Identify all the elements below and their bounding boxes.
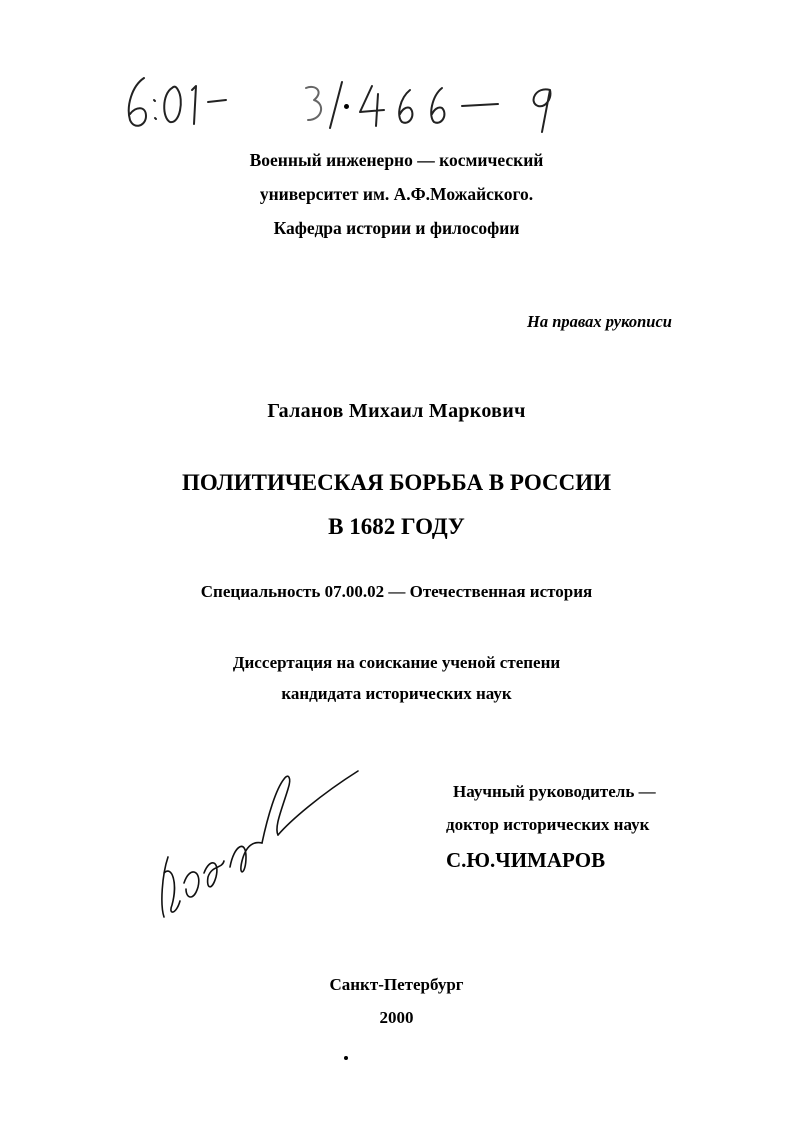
author-name: Галанов Михаил Маркович xyxy=(267,400,526,422)
city: Санкт-Петербург xyxy=(329,975,464,994)
year: 2000 xyxy=(379,1008,414,1027)
thesis-title-line-2: В 1682 ГОДУ xyxy=(328,514,465,539)
supervisor-degree: доктор исторических наук xyxy=(446,815,650,834)
degree-line-1: Диссертация на соискание ученой степени xyxy=(232,653,561,672)
supervisor-name: С.Ю.ЧИМАРОВ xyxy=(446,848,606,872)
archive-mark-handwriting xyxy=(110,60,570,140)
specialty-line: Специальность 07.00.02 — Отечественная история xyxy=(200,582,593,601)
ink-dot xyxy=(344,1056,348,1060)
department-line: Кафедра истории и философии xyxy=(273,218,520,238)
institution-line-2: университет им. А.Ф.Можайского. xyxy=(259,184,534,204)
thesis-title-line-1: ПОЛИТИЧЕСКАЯ БОРЬБА В РОССИИ xyxy=(181,470,611,495)
institution-line-1: Военный инженерно — космический xyxy=(249,150,544,170)
ink-dot xyxy=(344,104,349,109)
manuscript-note: На правах рукописи xyxy=(527,312,672,331)
degree-line-2: кандидата исторических наук xyxy=(281,684,512,703)
signature-handwriting xyxy=(150,765,370,925)
supervisor-label: Научный руководитель — xyxy=(453,782,656,801)
